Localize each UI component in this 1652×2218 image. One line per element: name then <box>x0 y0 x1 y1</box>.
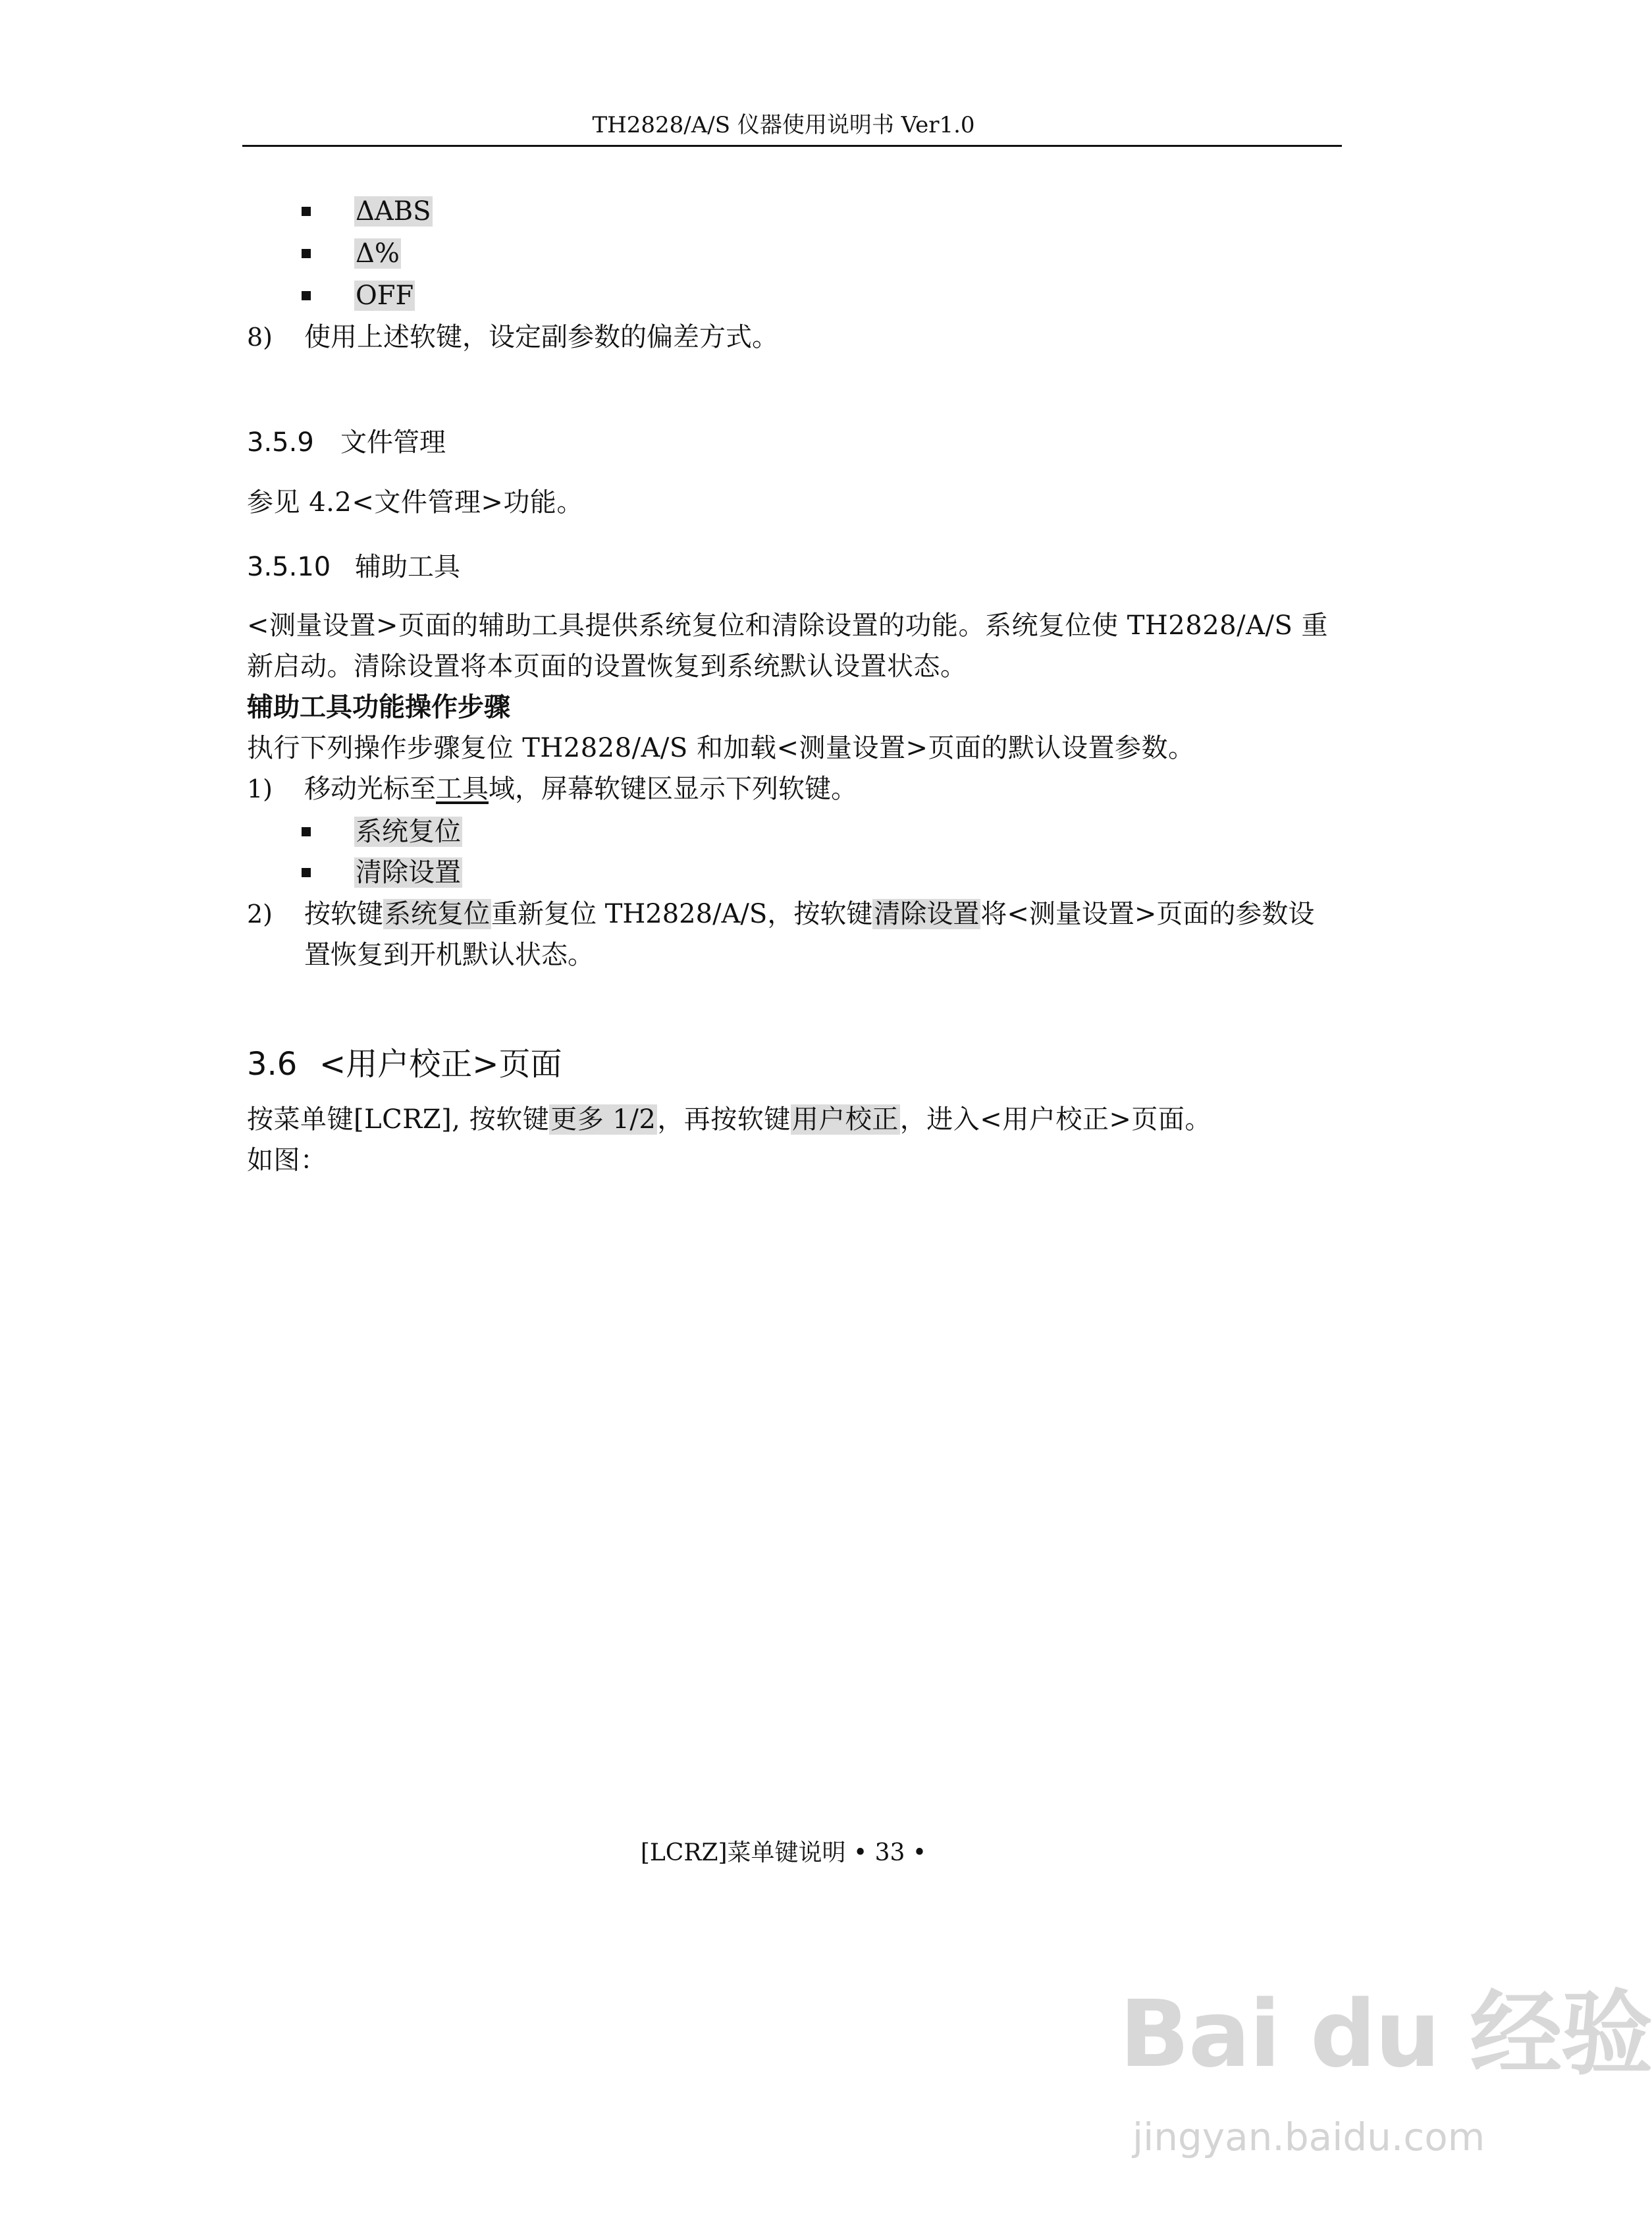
header-divider <box>242 145 1342 147</box>
watermark-url: jingyan.baidu.com <box>1132 2115 1485 2159</box>
section-heading-3-5-9 <box>247 424 446 461</box>
section-title: 文件管理 <box>340 427 446 458</box>
softkey-system-reset: 系统复位 <box>385 899 490 929</box>
text-run: 按菜单键[LCRZ], 按软键 <box>247 1104 550 1135</box>
section-number: 3.5.10 <box>247 552 331 582</box>
text-run: 重新复位 TH2828/A/S，按软键 <box>491 899 873 929</box>
paragraph <box>247 1101 1212 1138</box>
tools-field: 工具 <box>436 774 489 804</box>
bullet-icon <box>302 207 311 216</box>
section-number: 3.6 <box>247 1046 298 1083</box>
section-number: 3.5.9 <box>247 427 314 458</box>
step-text: 使用上述软键，设定副参数的偏差方式。 <box>304 322 778 352</box>
subheading: 辅助工具功能操作步骤 <box>247 691 510 722</box>
bullet-icon <box>302 827 311 836</box>
paragraph: 参见 4.2<文件管理>功能。 <box>247 487 583 518</box>
softkey-system-reset: 系统复位 <box>356 817 461 847</box>
option-item <box>354 235 401 272</box>
bullet-icon <box>302 291 311 300</box>
running-header: TH2828/A/S 仪器使用说明书 Ver1.0 <box>592 112 975 138</box>
text-run: 将<测量设置>页面的参数设 <box>980 899 1315 929</box>
option-percent: Δ% <box>356 238 400 269</box>
option-abs: ΔABS <box>356 196 431 227</box>
section-title: <用户校正>页面 <box>319 1046 562 1083</box>
text-run: ，进入<用户校正>页面。 <box>899 1104 1212 1135</box>
softkey-item <box>354 813 462 850</box>
text-run: 域，屏幕软键区显示下列软键。 <box>489 774 857 804</box>
option-item <box>354 277 415 314</box>
paragraph: 执行下列操作步骤复位 TH2828/A/S 和加载<测量设置>页面的默认设置参数。 <box>247 733 1195 763</box>
paragraph-line: 新启动。清除设置将本页面的设置恢复到系统默认设置状态。 <box>247 651 967 682</box>
baidu-jingyan-watermark <box>1119 1981 1652 2180</box>
text-run: 按软键 <box>304 899 383 929</box>
paragraph: 如图： <box>247 1145 327 1176</box>
softkey-more: 更多 1/2 <box>550 1104 656 1135</box>
step-text <box>304 771 857 807</box>
option-item <box>354 193 433 230</box>
bullet-icon <box>302 868 311 877</box>
bullet-icon <box>302 249 311 258</box>
section-heading-3-6 <box>247 1043 562 1085</box>
section-title: 辅助工具 <box>355 552 460 582</box>
step-text <box>304 896 1314 933</box>
step-number: 2) <box>247 900 273 929</box>
option-off: OFF <box>356 281 414 311</box>
page-footer: [LCRZ]菜单键说明 • 33 • <box>640 1839 927 1866</box>
step-text-continued: 置恢复到开机默认状态。 <box>304 940 594 970</box>
paragraph-line: <测量设置>页面的辅助工具提供系统复位和清除设置的功能。系统复位使 TH2828/A/S 重 <box>247 610 1329 641</box>
watermark-logo: Bai du 经验 <box>1119 1981 1652 2088</box>
softkey-item <box>354 854 462 891</box>
text-run: ，再按软键 <box>657 1104 791 1135</box>
step-number: 1) <box>247 774 273 803</box>
softkey-clear-settings: 清除设置 <box>874 899 980 929</box>
softkey-user-correction: 用户校正 <box>791 1104 899 1135</box>
step-number: 8) <box>247 323 273 352</box>
section-heading-3-5-10 <box>247 549 460 585</box>
softkey-clear-settings: 清除设置 <box>356 857 461 888</box>
text-run: 移动光标至 <box>304 774 436 804</box>
